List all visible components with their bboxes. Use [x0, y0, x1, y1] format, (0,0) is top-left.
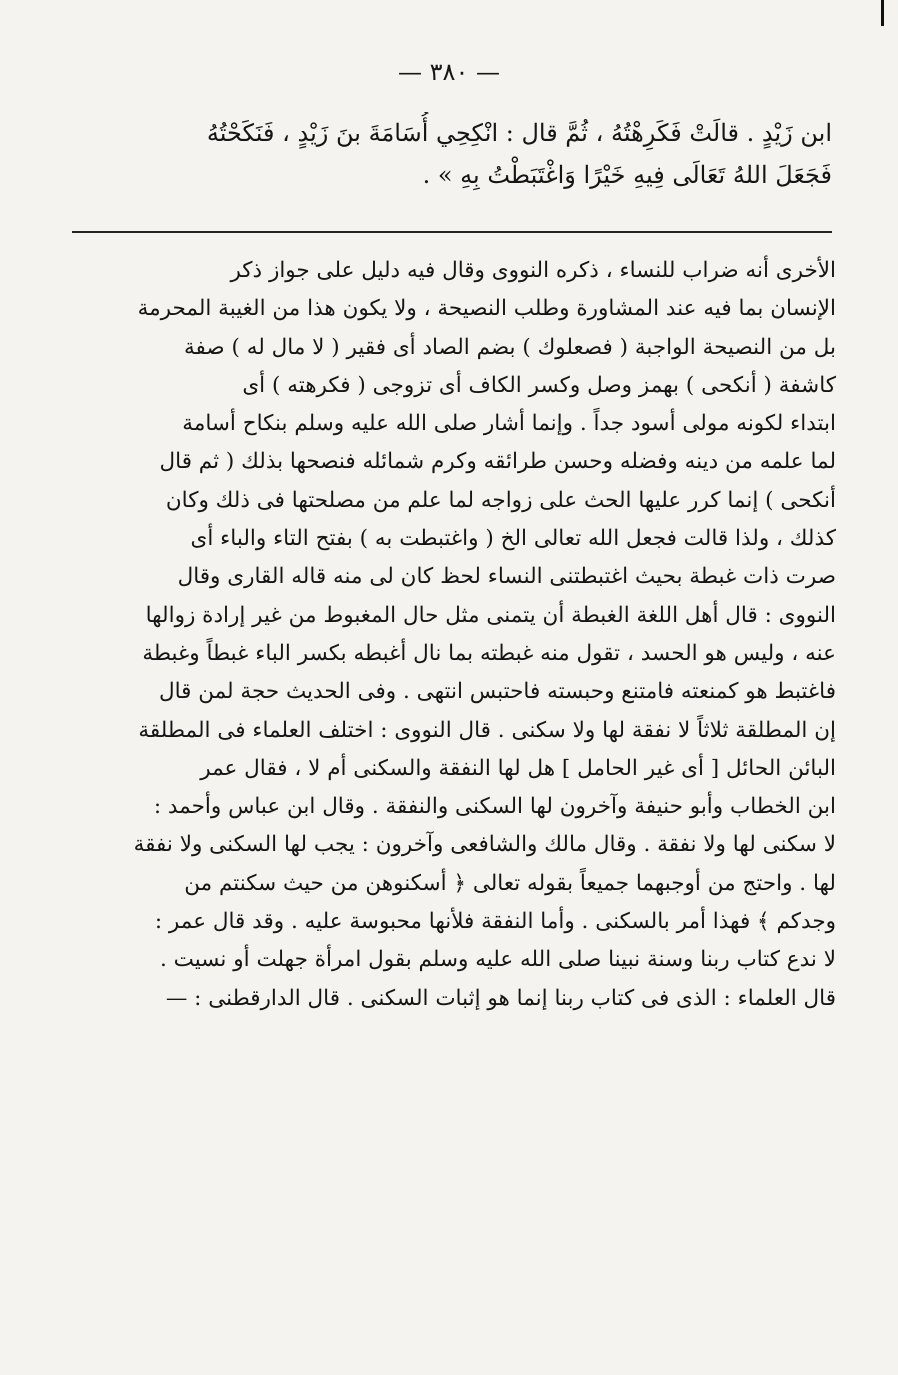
- hadith-line: ابن زَيْدٍ . قالَتْ فَكَرِهْتُهُ ، ثُمَّ قال : انْكِحِي أُسَامَةَ بنَ زَيْدٍ ، فَنَكَحْتُهُ: [206, 119, 832, 147]
- hadith-line: فَجَعَلَ اللهُ تَعَالَى فِيهِ خَيْرًا وَاغْتَبَطْتُ بِهِ » .: [422, 161, 832, 189]
- commentary-line: البائن الحائل [ أى غير الحامل ] هل لها النفقة والسكنى أم لا ، فقال عمر: [200, 755, 836, 781]
- commentary-line: الأخرى أنه ضراب للنساء ، ذكره النووى وقال فيه دليل على جواز ذكر: [230, 258, 836, 283]
- commentary-line: فاغتبط هو كمنعته فامتنع وحبسته فاحتبس انتهى . وفى الحديث حجة لمن قال: [158, 679, 836, 705]
- commentary-line: لها . واحتج من أوجبهما جميعاً بقوله تعالى ﴿ أسكنوهن من حيث سكنتم من: [184, 870, 836, 896]
- commentary-line: لما علمه من دينه وفضله وحسن طرائقه وكرم شمائله فنصحها بذلك ( ثم قال: [159, 449, 836, 475]
- commentary-line: النووى : قال أهل اللغة الغبطة أن يتمنى مثل حال المغبوط من غير إرادة زوالها: [145, 602, 836, 628]
- commentary-line: صرت ذات غبطة بحيث اغتبطتنى النساء لحظ كان لى منه قاله القارى وقال: [177, 564, 836, 590]
- commentary-line: وجدكم ﴾ فهذا أمر بالسكنى . وأما النفقة فلأنها محبوسة عليه . وقد قال عمر :: [154, 909, 836, 935]
- commentary-line: قال العلماء : الذى فى كتاب ربنا إنما هو إثبات السكنى . قال الدارقطنى : —: [165, 985, 836, 1011]
- scan-edge-mark: [881, 0, 884, 26]
- commentary-line: بل من النصيحة الواجبة ( فصعلوك ) بضم الصاد أى فقير ( لا مال له ) صفة: [184, 334, 836, 360]
- commentary-line: ابتداء لكونه مولى أسود جداً . وإنما أشار صلى الله عليه وسلم بنكاح أسامة: [182, 411, 836, 437]
- commentary-line: كذلك ، ولذا قالت فجعل الله تعالى الخ ( واغتبطت به ) بفتح التاء والباء أى: [190, 526, 836, 552]
- commentary-line: لا سكنى لها ولا نفقة . وقال مالك والشافعى وآخرون : يجب لها السكنى ولا نفقة: [133, 832, 836, 858]
- commentary-line: إن المطلقة ثلاثاً لا نفقة لها ولا سكنى . قال النووى : اختلف العلماء فى المطلقة: [138, 717, 836, 743]
- section-divider: [72, 231, 832, 233]
- commentary-block: [74, 252, 836, 1018]
- commentary-line: عنه ، وليس هو الحسد ، تقول منه غبطته بما نال أغبطه بكسر الباء غبطاً وغبطة: [142, 640, 836, 666]
- hadith-text-block: [70, 112, 832, 196]
- commentary-line: لا ندع كتاب ربنا وسنة نبينا صلى الله عليه وسلم بقول امرأة جهلت أو نسيت .: [159, 947, 836, 973]
- commentary-line: أنكحى ) إنما كرر عليها الحث على زواجه لما علم من مصلحتها فى ذلك وكان: [165, 487, 836, 513]
- commentary-line: ابن الخطاب وأبو حنيفة وآخرون لها السكنى والنفقة . وقال ابن عباس وأحمد :: [153, 794, 836, 820]
- commentary-line: الإنسان بما فيه عند المشاورة وطلب النصيحة ، ولا يكون هذا من الغيبة المحرمة: [137, 296, 836, 322]
- page-number: — ٣٨٠ —: [398, 58, 500, 86]
- commentary-line: كاشفة ( أنكحى ) بهمز وصل وكسر الكاف أى تزوجى ( فكرهته ) أى: [242, 372, 836, 398]
